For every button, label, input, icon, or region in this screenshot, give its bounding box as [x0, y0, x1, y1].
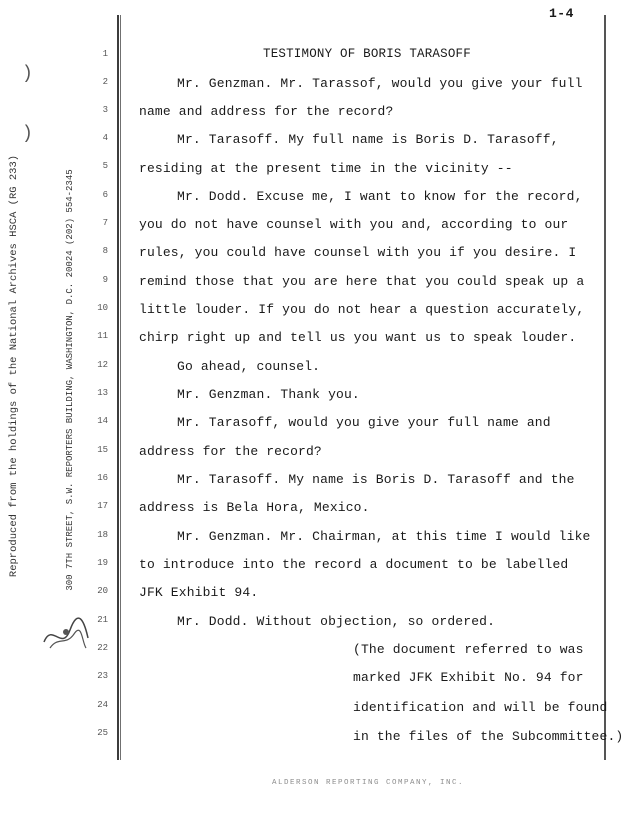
line-number: 21: [97, 615, 108, 625]
line-number: 17: [97, 501, 108, 511]
transcript-line: Mr. Genzman. Mr. Tarassof, would you give your full: [177, 76, 583, 91]
line-number: 5: [102, 161, 108, 171]
line-number: 1: [102, 49, 108, 59]
transcript-line: chirp right up and tell us you want us to speak louder.: [139, 330, 577, 345]
transcript-line: Mr. Tarasoff, would you give your full name and: [177, 415, 551, 430]
reporting-company-footer: ALDERSON REPORTING COMPANY, INC.: [272, 779, 465, 787]
transcript-line: residing at the present time in the vicinity --: [139, 161, 513, 176]
line-number: 8: [102, 246, 108, 256]
right-margin-rule: [604, 15, 606, 760]
transcript-line: to introduce into the record a document to be labelled: [139, 557, 569, 572]
line-number: 15: [97, 445, 108, 455]
line-number: 4: [102, 133, 108, 143]
line-number: 13: [97, 388, 108, 398]
page-number: 1-4: [549, 6, 574, 21]
line-number: 6: [102, 190, 108, 200]
line-number: 22: [97, 643, 108, 653]
line-number: 11: [97, 331, 108, 341]
line-number: 25: [97, 728, 108, 738]
line-number: 20: [97, 586, 108, 596]
line-number: 9: [102, 275, 108, 285]
archive-margin-note: [4, 90, 24, 650]
margin-mark: ): [22, 124, 33, 144]
transcript-line: little louder. If you do not hear a question accurately,: [139, 302, 585, 317]
line-number: 23: [97, 671, 108, 681]
transcript-line: identification and will be found: [353, 700, 608, 715]
line-number: 24: [97, 700, 108, 710]
line-number: 18: [97, 530, 108, 540]
transcript-line: address is Bela Hora, Mexico.: [139, 500, 370, 515]
line-number: 14: [97, 416, 108, 426]
line-number: 10: [97, 303, 108, 313]
transcript-line: (The document referred to was: [353, 642, 584, 657]
transcript-line: Go ahead, counsel.: [177, 359, 321, 374]
margin-mark: ): [22, 64, 33, 84]
transcript-line: Mr. Tarasoff. My full name is Boris D. Tarasoff,: [177, 132, 559, 147]
page-title: TESTIMONY OF BORIS TARASOFF: [263, 47, 471, 61]
line-number: 3: [102, 105, 108, 115]
stamp-scribble-icon: [40, 612, 92, 656]
transcript-line: marked JFK Exhibit No. 94 for: [353, 670, 584, 685]
transcript-line: Mr. Genzman. Thank you.: [177, 387, 360, 402]
transcript-line: address for the record?: [139, 444, 322, 459]
transcript-line: Mr. Genzman. Mr. Chairman, at this time I would like: [177, 529, 591, 544]
line-number: 2: [102, 77, 108, 87]
reporter-address-text: 300 7TH STREET, S.W. REPORTERS BUILDING, WASHINGTON, D.C. 20024 (202) 554-2345: [65, 169, 75, 591]
transcript-line: Mr. Dodd. Excuse me, I want to know for the record,: [177, 189, 583, 204]
line-number: 19: [97, 558, 108, 568]
transcript-line: name and address for the record?: [139, 104, 394, 119]
transcript-line: remind those that you are here that you could speak up a: [139, 274, 585, 289]
transcript-line: Mr. Tarasoff. My name is Boris D. Tarasoff and the: [177, 472, 575, 487]
line-number: 12: [97, 360, 108, 370]
left-margin-rule: [117, 15, 119, 760]
left-margin-rule-inner: [120, 15, 121, 760]
transcript-line: JFK Exhibit 94.: [139, 585, 259, 600]
transcript-line: rules, you could have counsel with you if you desire. I: [139, 245, 577, 260]
transcript-line: Mr. Dodd. Without objection, so ordered.: [177, 614, 496, 629]
reporter-address-note: [60, 150, 80, 620]
line-number: 7: [102, 218, 108, 228]
transcript-line: in the files of the Subcommittee.): [353, 729, 624, 744]
archive-margin-text: Reproduced from the holdings of the National Archives HSCA (RG 233): [8, 154, 20, 578]
transcript-line: you do not have counsel with you and, according to our: [139, 217, 569, 232]
line-number: 16: [97, 473, 108, 483]
